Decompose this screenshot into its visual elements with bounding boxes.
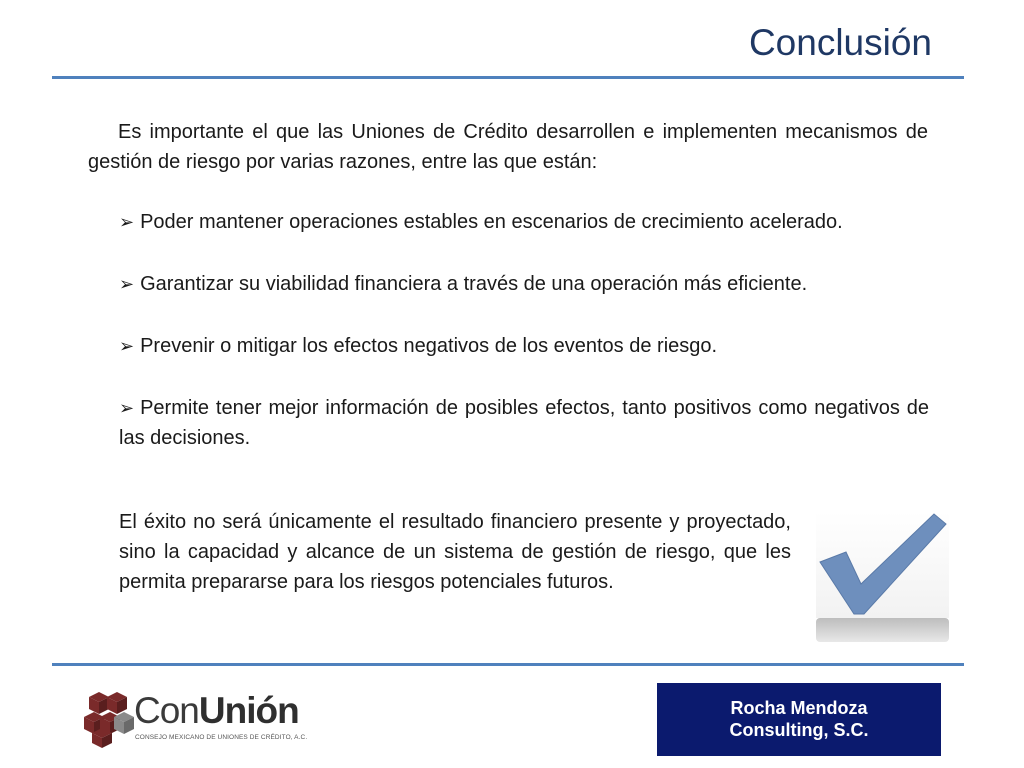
bullet-text: Prevenir o mitigar los efectos negativos de los eventos de riesgo. — [140, 335, 718, 357]
wordmark-bold: Unión — [198, 690, 299, 731]
slide-title: Conclusión — [748, 22, 932, 63]
conunion-logo — [84, 686, 314, 748]
arrow-bullet-icon: ➢ — [119, 212, 135, 232]
arrow-bullet-icon: ➢ — [119, 398, 135, 418]
conunion-cubes-icon — [84, 690, 134, 748]
bullet-list — [119, 207, 929, 485]
wordmark-regular: Con — [134, 690, 199, 731]
intro-paragraph: Es importante el que las Uniones de Crédito desarrollen e implementen mecanismos de gestión de riesgo por varias razones, entre las que están: — [88, 121, 928, 173]
conunion-wordmark — [134, 690, 299, 732]
closing-paragraph: El éxito no será únicamente el resultado financiero presente y proyectado, sino la capacidad y alcance de un sistema de gestión de riesgo, que les permita prepararse para los riesgos potenciales futuros. — [119, 511, 791, 593]
bullet-text: Poder mantener operaciones estables en escenarios de crecimiento acelerado. — [140, 211, 843, 233]
bullet-text: Permite tener mejor información de posibles efectos, tanto positivos como negativos de las decisiones. — [119, 397, 929, 449]
list-item — [119, 207, 929, 237]
arrow-bullet-icon: ➢ — [119, 336, 135, 356]
list-item — [119, 393, 929, 453]
logo-line-1: Rocha Mendoza — [730, 698, 868, 718]
checkmark-icon — [816, 512, 949, 642]
list-item — [119, 331, 929, 361]
title-divider — [52, 76, 964, 79]
logo-line-2: Consulting, S.C. — [729, 720, 869, 740]
list-item — [119, 269, 929, 299]
bullet-text: Garantizar su viabilidad financiera a través de una operación más eficiente. — [140, 273, 808, 295]
conunion-subtitle: CONSEJO MEXICANO DE UNIONES DE CRÉDITO, A.C. — [135, 734, 308, 741]
rocha-mendoza-logo — [657, 683, 941, 756]
arrow-bullet-icon: ➢ — [119, 274, 135, 294]
footer-divider — [52, 663, 964, 666]
